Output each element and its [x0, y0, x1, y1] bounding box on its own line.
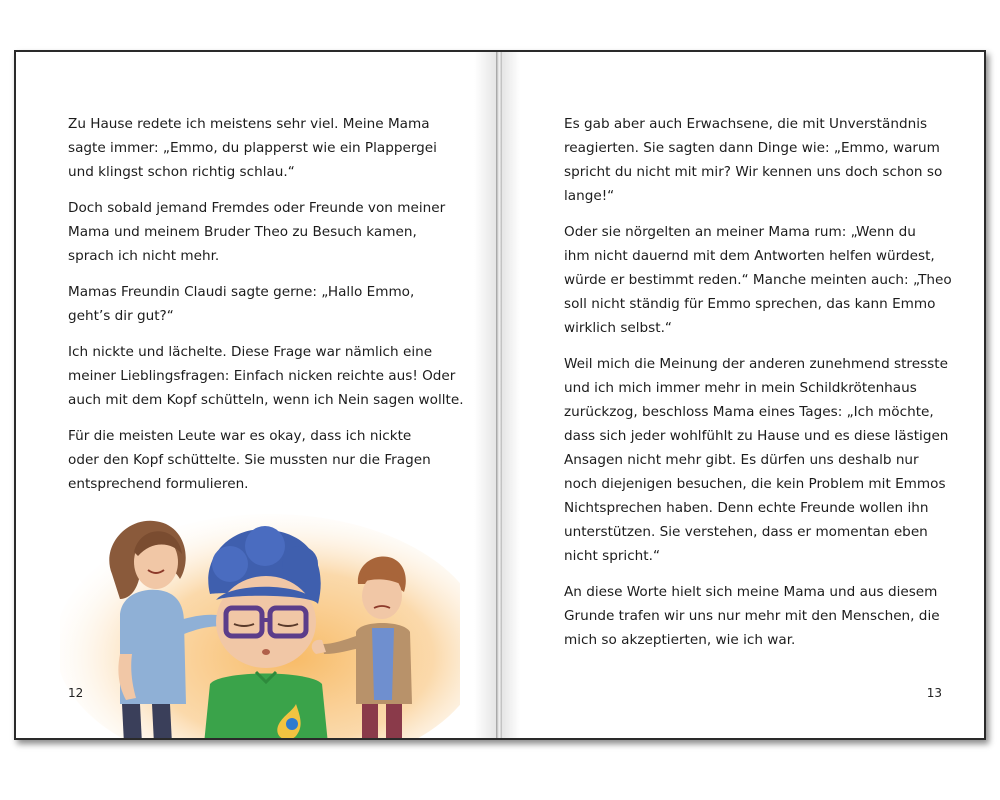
paragraph [68, 424, 458, 496]
text-line: sagte immer: „Emmo, du plapperst wie ein Plappergei [68, 140, 437, 156]
text-line: unterstützen. Sie verstehen, dass er momentan eben [564, 524, 928, 540]
open-book [14, 50, 986, 740]
text-line: Ich nickte und lächelte. Diese Frage war nämlich eine [68, 344, 433, 360]
text-line: meiner Lieblingsfragen: Einfach nicken reichte aus! Oder [68, 368, 456, 384]
text-line: An diese Worte hielt sich meine Mama und aus diesem [564, 584, 938, 600]
text-line: Zu Hause redete ich meistens sehr viel. Meine Mama [68, 116, 430, 132]
paragraph [68, 280, 458, 328]
page-number: 12 [68, 686, 84, 700]
text-line: Nichtsprechen haben. Denn echte Freunde wollen ihn [564, 500, 929, 516]
right-page [502, 52, 984, 738]
emmo-figure [204, 526, 328, 738]
text-line: Mama und meinem Bruder Theo zu Besuch kamen, [68, 224, 417, 240]
text-line: Ansagen nicht mehr gibt. Es dürfen uns deshalb nur [564, 452, 919, 468]
text-line: reagierten. Sie sagten dann Dinge wie: „Emmo, warum [564, 140, 940, 156]
text-line: spricht du nicht mit mir? Wir kennen uns doch schon so [564, 164, 943, 180]
text-line: Für die meisten Leute war es okay, dass ich nickte [68, 428, 412, 444]
right-text-column [564, 112, 954, 664]
paragraph [68, 196, 458, 268]
page-number: 13 [926, 686, 942, 700]
text-line: würde er bestimmt reden.“ Manche meinten auch: „Theo [564, 272, 952, 288]
text-line: lange!“ [564, 188, 615, 204]
text-line: zurückzog, beschloss Mama eines Tages: „Ich möchte, [564, 404, 934, 420]
paragraph [564, 352, 954, 568]
paragraph [68, 340, 464, 412]
text-line: entsprechend formulieren. [68, 476, 249, 492]
text-line: mich so akzeptierten, wie ich war. [564, 632, 796, 648]
text-line: oder den Kopf schüttelte. Sie mussten nur die Fragen [68, 452, 431, 468]
paragraph [564, 112, 954, 208]
story-illustration [60, 504, 460, 738]
text-line: Weil mich die Meinung der anderen zunehmend stresste [564, 356, 948, 372]
text-line: geht’s dir gut?“ [68, 308, 174, 324]
paragraph [564, 220, 954, 340]
text-line: nicht spricht.“ [564, 548, 660, 564]
text-line: Oder sie nörgelten an meiner Mama rum: „Wenn du [564, 224, 916, 240]
text-line: dass sich jeder wohlfühlt zu Hause und es diese lästigen [564, 428, 949, 444]
text-line: sprach ich nicht mehr. [68, 248, 220, 264]
text-line: Doch sobald jemand Fremdes oder Freunde von meiner [68, 200, 446, 216]
text-line: wirklich selbst.“ [564, 320, 672, 336]
text-line: auch mit dem Kopf schütteln, wenn ich Nein sagen wollte. [68, 392, 464, 408]
paragraph [68, 112, 458, 184]
left-text-column [68, 112, 464, 508]
text-line: Grunde trafen wir uns nur mehr mit den Menschen, die [564, 608, 940, 624]
text-line: Mamas Freundin Claudi sagte gerne: „Hallo Emmo, [68, 284, 415, 300]
text-line: soll nicht ständig für Emmo sprechen, das kann Emmo [564, 296, 936, 312]
text-line: ihm nicht dauernd mit dem Antworten helfen würdest, [564, 248, 935, 264]
left-page [16, 52, 496, 738]
text-line: noch diejenigen besuchen, die kein Problem mit Emmos [564, 476, 946, 492]
paragraph [564, 580, 954, 652]
text-line: und klingst schon richtig schlau.“ [68, 164, 295, 180]
gutter-shadow-left [474, 52, 496, 738]
text-line: Es gab aber auch Erwachsene, die mit Unverständnis [564, 116, 928, 132]
text-line: und ich mich immer mehr in mein Schildkrötenhaus [564, 380, 917, 396]
gutter-shadow-right [502, 52, 520, 738]
